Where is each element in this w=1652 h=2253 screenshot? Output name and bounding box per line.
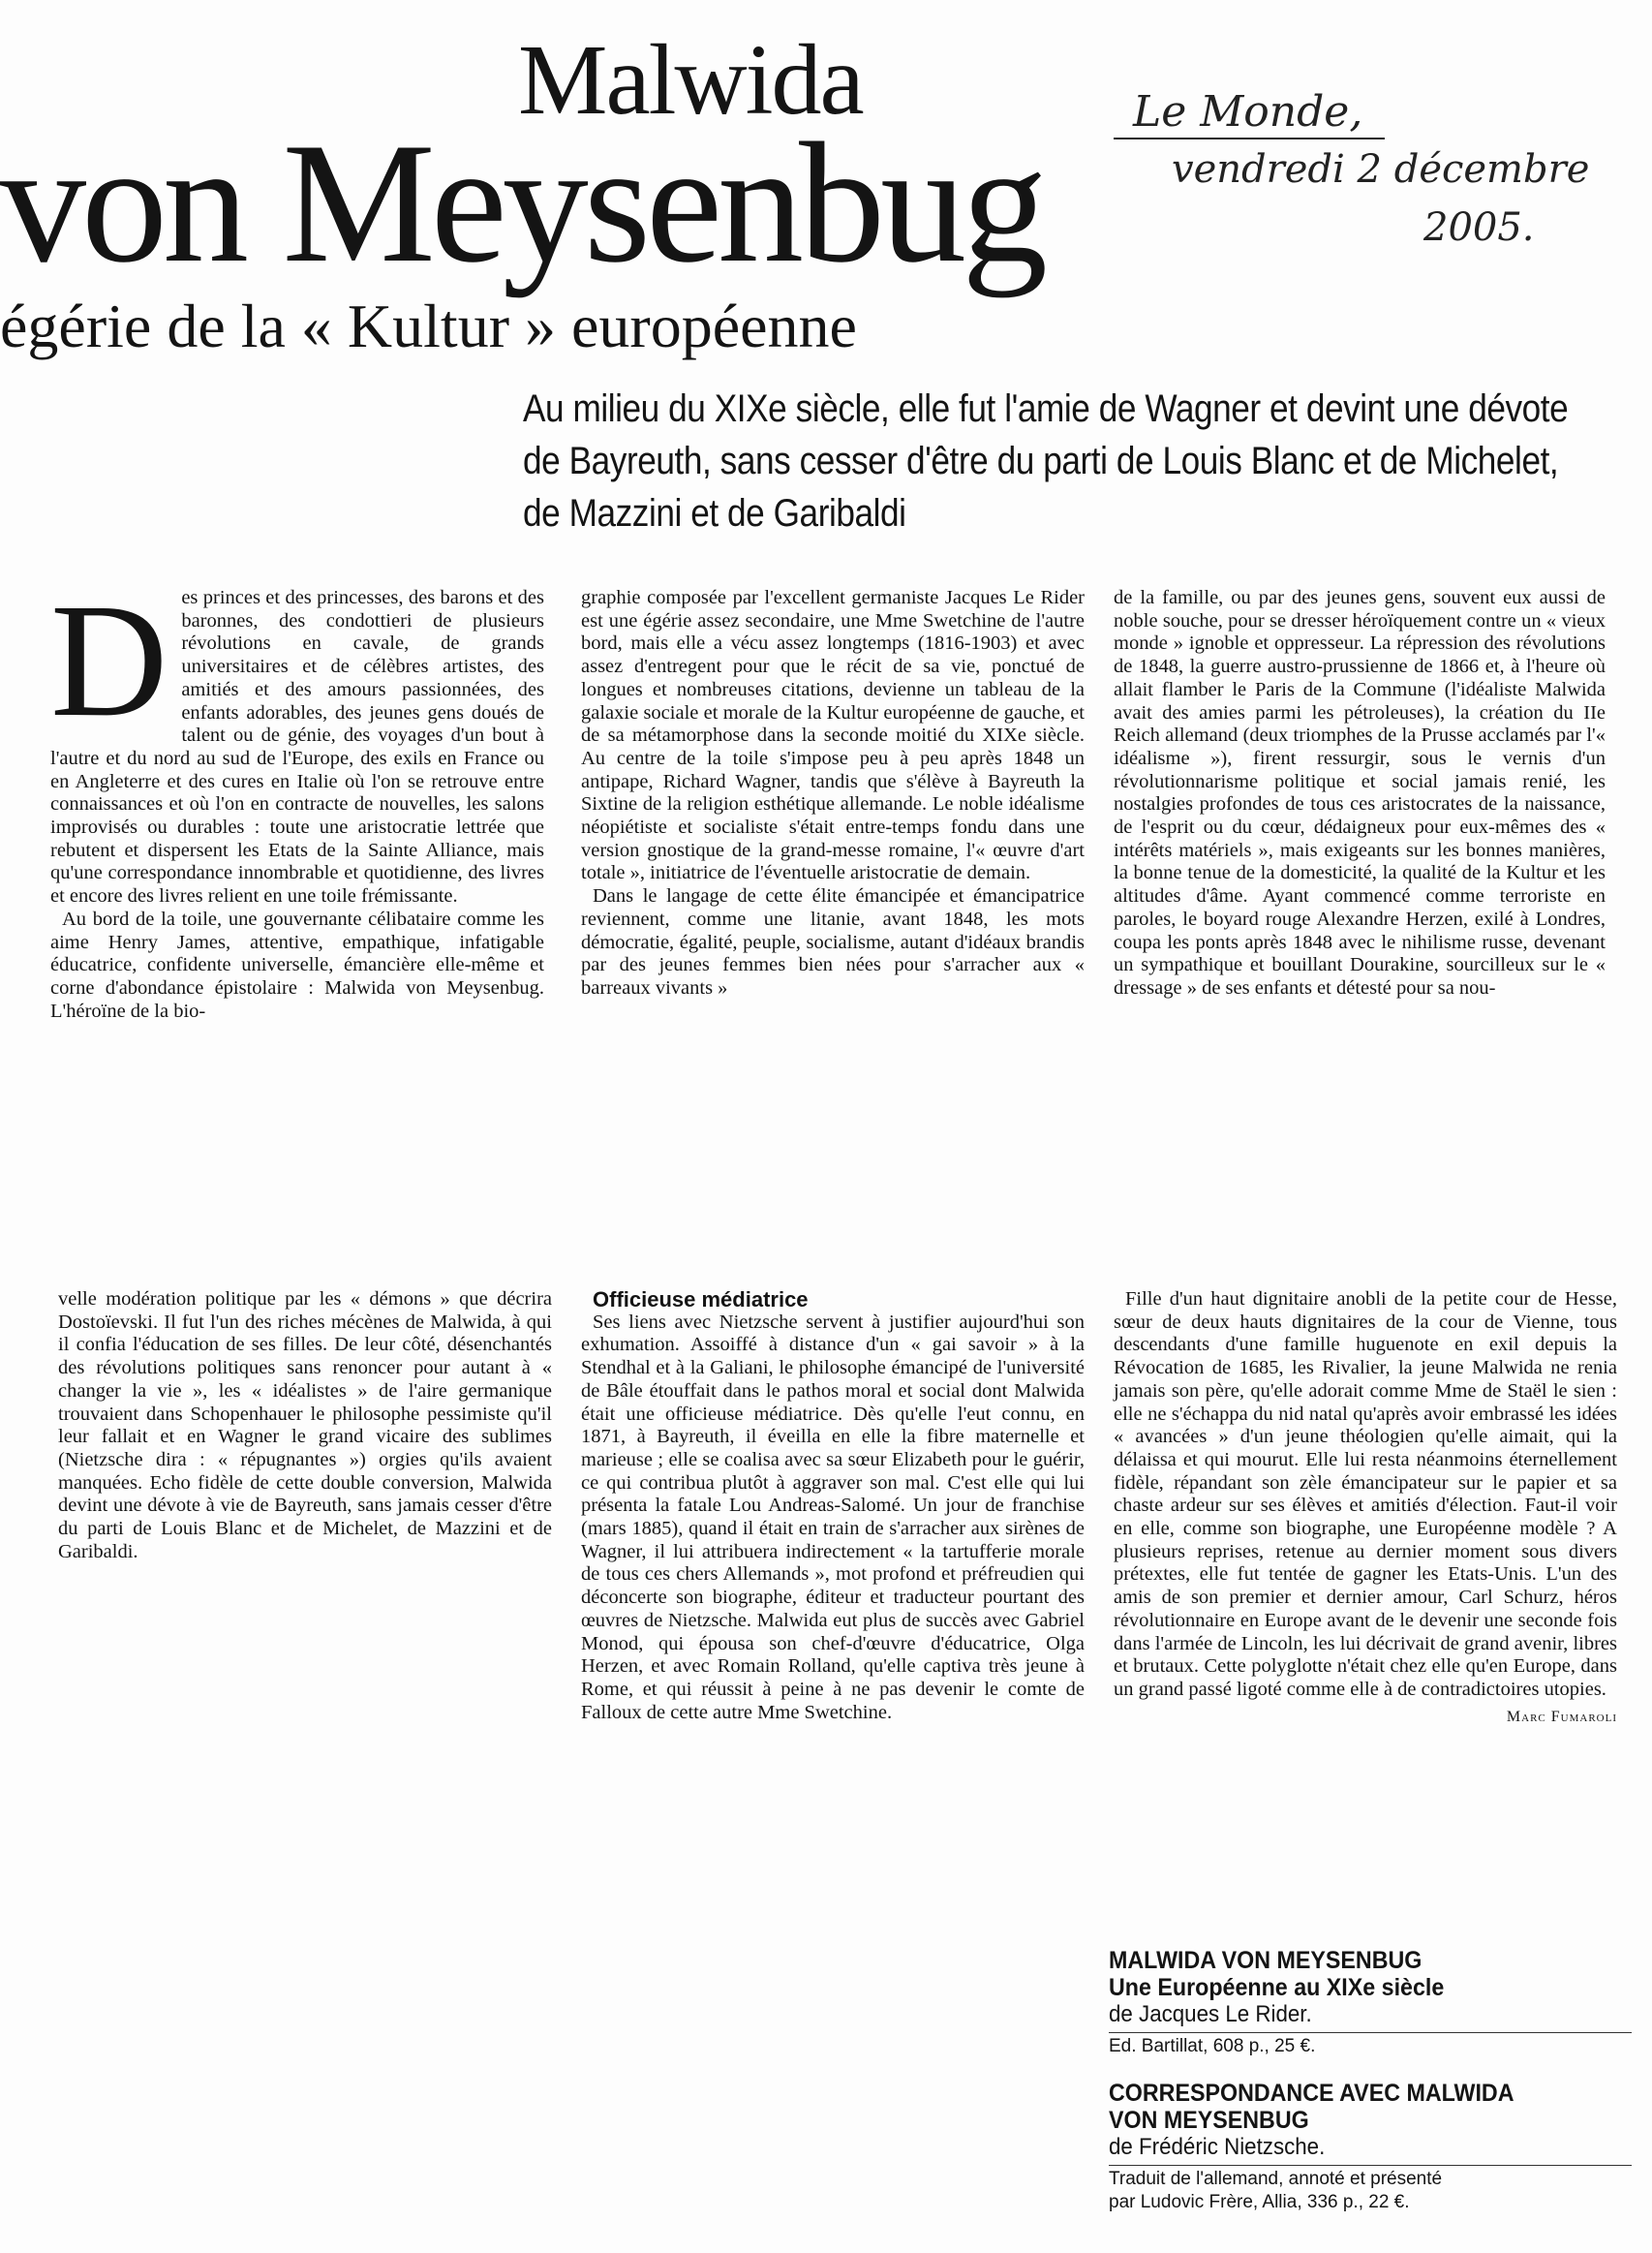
book1-subtitle: Une Européenne au XIXe siècle [1109,1974,1445,2001]
article-column-6 [1114,1288,1617,1728]
book-references [1109,1947,1632,2214]
book-reference-2 [1109,2080,1632,2214]
handwritten-date: vendredi 2 décembre [1172,147,1590,192]
article-column-3 [1114,587,1606,1168]
book2-publication-info: Traduit de l'allemand, annoté et présenté [1109,2165,1632,2191]
column2-paragraph-1: graphie composée par l'excellent germaniste Jacques Le Rider est une égérie assez secondaire, une Mme Swetchine de l'autre bord, mais elle a vécu assez longtemps (1816-1903) et avec assez d'entregent pour que le récit de sa vie, ponctué de longues et nombreuses citations, devienne un tableau de la galaxie sociale et morale de la Kultur européenne de gauche, et de sa métamorphose dans la seconde moitié du XIXe siècle. Au centre de la toile s'impose peu à peu après 1848 un antipape, Richard Wagner, tandis que s'élève à Bayreuth la Sixtine de la religion esthétique allemande. Le noble idéalisme néopiétiste et socialiste s'était entre-temps fondu dans une version gnostique de la grand-messe romaine, l'« œuvre d'art totale », initiatrice de l'éventuelle aristocratie de demain. [581,587,1085,884]
column5-paragraph-1: Ses liens avec Nietzsche servent à justifier aujourd'hui son exhumation. Assoiffé à distance d'un « gai savoir » à la Stendhal et à la Galiani, le philosophe émancipé de l'université de Bâle étouffait dans le pathos moral et social dont Malwida était une officieuse médiatrice. Dès qu'elle l'eut connu, en 1871, à Bayreuth, il éveilla en elle la fibre maternelle et marieuse ; elle se coalisa avec sa sœur Elizabeth pour le guérir, ce qui contribua plutôt à aggraver son mal. C'est elle qui lui présenta la fatale Lou Andreas-Salomé. Un jour de franchise (mars 1885), quand il était en train de s'arracher aux sirènes de Wagner, il lui attribuera indirectement « la tartufferie morale de tous ces chers Allemands », mot profond et préfreudien qui déconcerte son biographe, éditeur et traducteur pourtant des œuvres de Nietzsche. Malwida eut plus de succès avec Gabriel Monod, qui épousa son chef-d'œuvre d'éducatrice, Olga Herzen, et avec Romain Rolland, qu'elle captiva très jeune à Rome, et qui réussit à peine à ne pas devenir le comte de Falloux de cette autre Mme Swetchine. [581,1311,1085,1723]
column1-paragraph-2: Au bord de la toile, une gouvernante célibataire comme les aime Henry James, attentive, empathique, infatigable éducatrice, confidente universelle, émancière elle-même et corne d'abondance épistolaire : Malwida von Meysenbug. L'héroïne de la bio- [50,908,544,1022]
headline-subtitle: égérie de la « Kultur » européenne [0,292,857,360]
author-signature: Marc Fumaroli [1506,1708,1617,1725]
handwritten-year: 2005. [1423,205,1535,250]
book-reference-1 [1109,1947,1632,2058]
book2-author: de Frédéric Nietzsche. [1109,2134,1326,2160]
drop-cap: D [50,571,168,751]
article-column-5 [581,1288,1085,1724]
column1-paragraph-1: es princes et des princesses, des barons et des baronnes, des condottieri de plusieurs révolutions en cavale, de grands universitaires et de célèbres artistes, des amitiés et des amours passionnées, des enfants adorables, des jeunes gens doués de talent ou de génie, des voyages d'un bout à l'autre et du nord au sud de l'Europe, des exils en France ou en Angleterre et des cures en Italie où l'on se retrouve entre connaissances et où l'on en contracte de nouvelles, les salons improvisés ou durables : toute une aristocratie lettrée que rebutent et dispersent les Etats de la Sainte Alliance, mais qu'une correspondance innombrable et quotidienne, des livres et encore des livres relient en une toile frémissante. [50,587,544,908]
handwritten-underline [1114,138,1385,139]
headline-line1: Malwida [518,24,863,136]
column6-paragraph-1: Fille d'un haut dignitaire anobli de la petite cour de Hesse, sœur de deux hauts dignitaires de la cour de Vienne, tous descendants d'une famille huguenote en exil depuis la Révocation de 1685, les Rivalier, la jeune Malwida ne renia jamais son père, qu'elle adorait comme Mme de Staël le sien : elle ne s'échappa du nid natal qu'après avoir embrassé les idées « avancées » d'un jeune théologien qu'elle aimait, qui la délaissa et qui mourut. Elle lui resta néanmoins éternellement fidèle, répandant son zèle émancipateur sur le papier et sa chaste ardeur sur ses élèves et amitiés d'élection. Faut-il voir en elle, comme son biographe, une Européenne modèle ? A plusieurs reprises, retenue au dernier moment sous divers prétextes, elle fut tentée de gagner les Etats-Unis. L'un des amis de son premier et dernier amour, Carl Schurz, héros révolutionnaire en Europe avant de le devenir une seconde fois dans l'armée de Lincoln, les lui décrivait de grand avenir, libres et brutaux. Cette polyglotte n'était chez elle qu'en Europe, dans un grand passé ligoté comme elle à de contradictoires utopies. [1114,1288,1617,1700]
book2-subtitle: VON MEYSENBUG [1109,2107,1309,2134]
article-column-4 [58,1288,552,1563]
article-lead: Au milieu du XIXe siècle, elle fut l'amie de Wagner et devint une dévote de Bayreuth, sans cesser d'être du parti de Louis Blanc et de Michelet, de Mazzini et de Garibaldi [523,387,1569,535]
book2-publication-info-2: par Ludovic Frère, Allia, 336 p., 22 €. [1109,2192,1410,2212]
headline-line2: von Meysenbug [0,107,1044,298]
column4-paragraph-1: velle modération politique par les « démons » que décrira Dostoïevski. Il fut l'un des riches mécènes de Malwida, à qui il confia l'éducation de ses filles. De leur côté, désenchantés des révolutions politiques sans renoncer pour autant à « changer la vie », les « idéalistes » de l'aire germanique trouvaient dans Schopenhauer le philosophe pessimiste qu'il leur fallait et en Wagner le grand vicaire des sublimes (Nietzsche dira : « répugnantes ») orgies qu'ils avaient manquées. Echo fidèle de cette double conversion, Malwida devint une dévote à vie de Bayreuth, sans jamais cesser d'être du parti de Louis Blanc et de Michelet, de Mazzini et de Garibaldi. [58,1288,552,1562]
book1-author: de Jacques Le Rider. [1109,2001,1312,2027]
section-heading: Officieuse médiatrice [593,1287,809,1312]
article-column-2 [581,587,1085,1001]
article-column-1 [50,571,544,1023]
column3-paragraph-1: de la famille, ou par des jeunes gens, souvent eux aussi de noble souche, pour se dresser héroïquement contre un « vieux monde » ignoble et oppresseur. La répression des révolutions de 1848, la guerre austro-prussienne de 1866 et, à l'heure où allait flamber le Paris de la Commune (l'idéaliste Malwida avait des amies parmi les pétroleuses), la création du IIe Reich allemand (deux triomphes de la Prusse acclamés par l'« idéalisme »), firent ressurgir, sous le vernis d'un révolutionnarisme politique et social jamais renié, les nostalgies profondes de tous ces aristocrates de la naissance, de l'esprit ou du cœur, dédaigneux pour eux-mêmes des « intérêts matériels », mais exigeants sur les bonnes manières, la bonne tenue de la domesticité, la qualité de la Kultur et les altitudes d'âme. Ayant commencé comme terroriste en paroles, le boyard rouge Alexandre Herzen, exilé à Londres, coupa les ponts après 1848 avec le nihilisme russe, devenant un sympathique et bouillant Dourakine, sourcilleux sur le « dressage » de ses enfants et détesté pour sa nou- [1114,587,1606,999]
book1-publication-info: Ed. Bartillat, 608 p., 25 €. [1109,2032,1632,2058]
book1-title: MALWIDA VON MEYSENBUG [1109,1947,1423,1974]
handwritten-source: Le Monde, [1133,87,1363,137]
book2-title: CORRESPONDANCE AVEC MALWIDA [1109,2080,1514,2107]
column2-paragraph-2: Dans le langage de cette élite émancipée et émancipatrice reviennent, comme une litanie, avant 1848, les mots démocratie, égalité, peuple, socialisme, autant d'idéaux brandis par des jeunes femmes bien nées pour s'arracher aux « barreaux vivants » [581,885,1085,999]
